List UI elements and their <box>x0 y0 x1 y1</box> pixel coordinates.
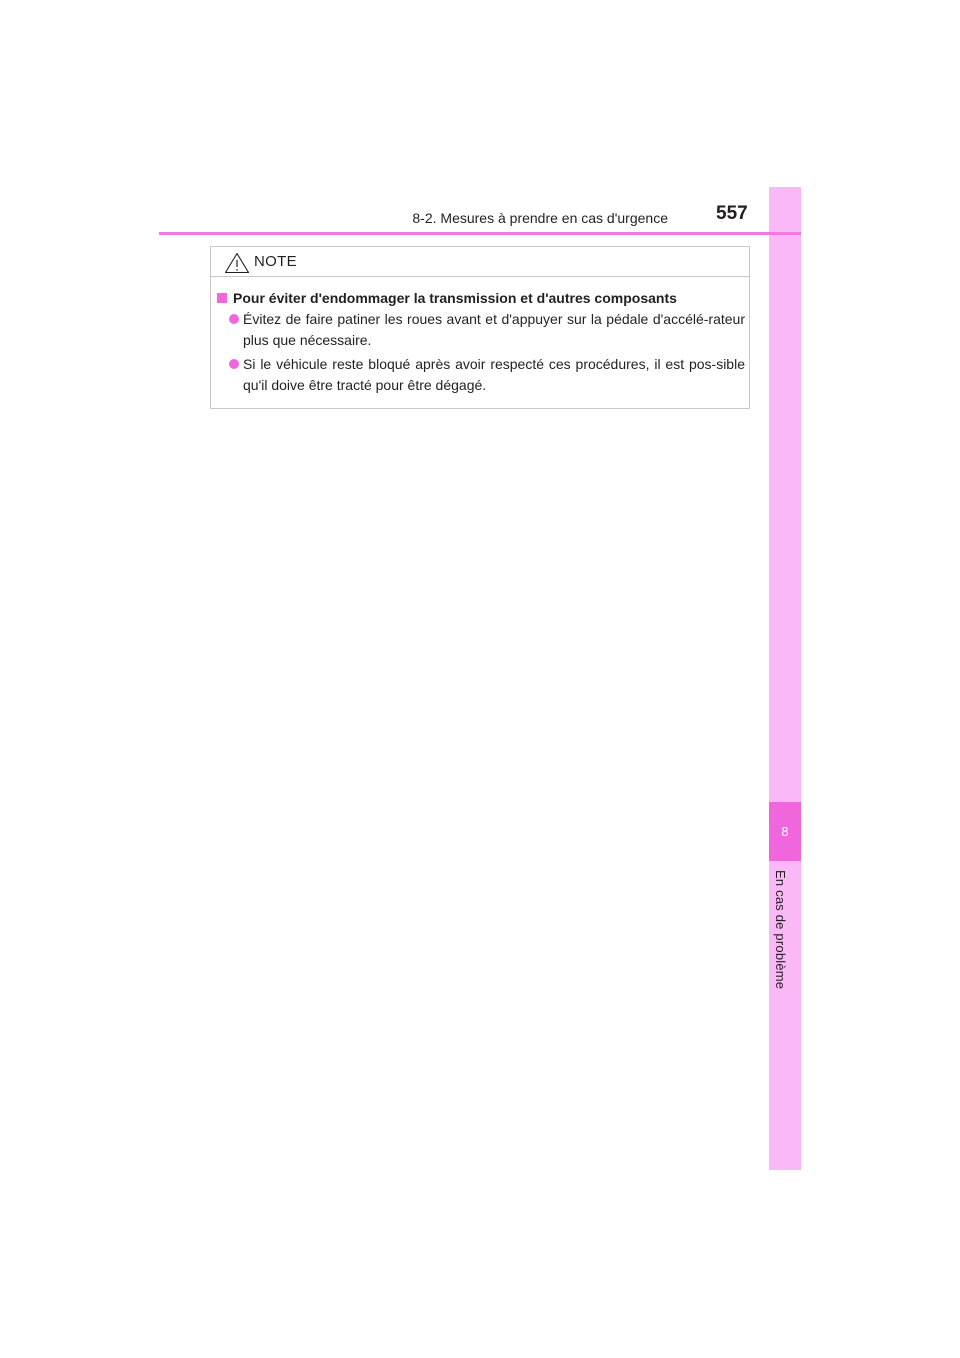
note-list-item <box>229 354 745 396</box>
page-number: 557 <box>716 203 748 224</box>
chapter-number-tab <box>769 802 801 861</box>
note-title: NOTE <box>254 253 297 270</box>
header-divider <box>159 232 801 235</box>
note-box <box>210 246 750 409</box>
note-item-text: Évitez de faire patiner les roues avant et d'appuyer sur la pédale d'accélé-rateur plus que nécessaire. <box>243 311 745 348</box>
note-header <box>211 247 749 277</box>
square-bullet-icon <box>217 293 227 303</box>
circle-bullet-icon <box>229 314 239 324</box>
warning-triangle-icon <box>224 252 250 274</box>
chapter-side-tab <box>769 187 801 1170</box>
section-title: 8-2. Mesures à prendre en cas d'urgence <box>412 210 668 226</box>
chapter-label: En cas de problème <box>773 870 788 990</box>
note-item-text: Si le véhicule reste bloqué après avoir respecté ces procédures, il est pos-sible qu'il doive être tracté pour être dégagé. <box>243 356 745 393</box>
note-heading <box>217 290 677 306</box>
chapter-number: 8 <box>781 824 789 839</box>
circle-bullet-icon <box>229 359 239 369</box>
note-list-item <box>229 309 745 351</box>
note-heading-text: Pour éviter d'endommager la transmission et d'autres composants <box>233 290 677 306</box>
